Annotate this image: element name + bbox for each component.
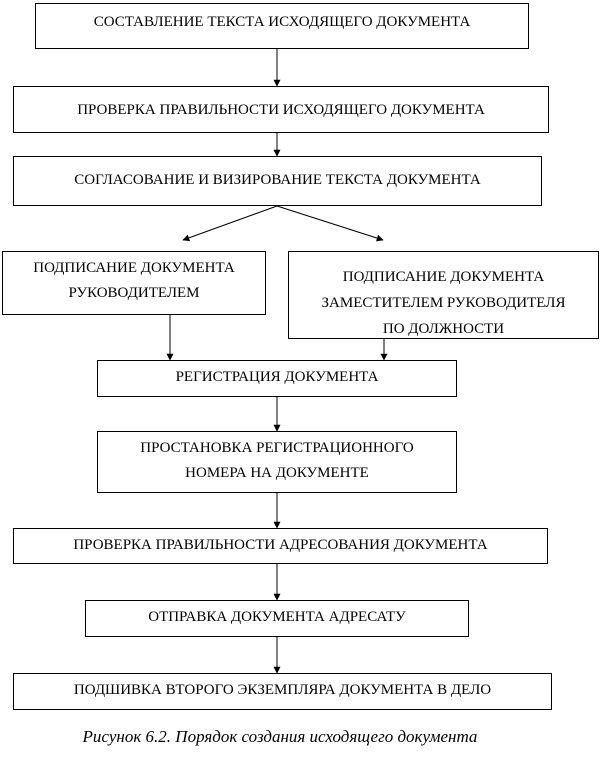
step-compose-text: СОСТАВЛЕНИЕ ТЕКСТА ИСХОДЯЩЕГО ДОКУМЕНТА xyxy=(35,3,529,49)
step-file-second-copy: ПОДШИВКА ВТОРОГО ЭКЗЕМПЛЯРА ДОКУМЕНТА В ДЕЛО xyxy=(13,673,552,710)
figure-caption: Рисунок 6.2. Порядок создания исходящего документа xyxy=(82,727,478,746)
step-check-document: ПРОВЕРКА ПРАВИЛЬНОСТИ ИСХОДЯЩЕГО ДОКУМЕНТА xyxy=(13,86,549,133)
step-assign-number: ПРОСТАНОВКА РЕГИСТРАЦИОННОГО НОМЕРА НА ДОКУМЕНТЕ xyxy=(97,431,457,493)
step-sign-deputy: ПОДПИСАНИЕ ДОКУМЕНТА ЗАМЕСТИТЕЛЕМ РУКОВОДИТЕЛЯ ПО ДОЛЖНОСТИ xyxy=(288,251,599,339)
step-check-addressing: ПРОВЕРКА ПРАВИЛЬНОСТИ АДРЕСОВАНИЯ ДОКУМЕНТА xyxy=(13,528,548,564)
arrow-3-4b xyxy=(277,206,383,240)
arrow-3-4a xyxy=(183,206,277,240)
step-registration: РЕГИСТРАЦИЯ ДОКУМЕНТА xyxy=(97,360,457,397)
step-send-to-addressee: ОТПРАВКА ДОКУМЕНТА АДРЕСАТУ xyxy=(85,600,469,637)
step-approve-visa: СОГЛАСОВАНИЕ И ВИЗИРОВАНИЕ ТЕКСТА ДОКУМЕНТА xyxy=(13,156,542,206)
step-sign-head: ПОДПИСАНИЕ ДОКУМЕНТА РУКОВОДИТЕЛЕМ xyxy=(2,251,266,315)
